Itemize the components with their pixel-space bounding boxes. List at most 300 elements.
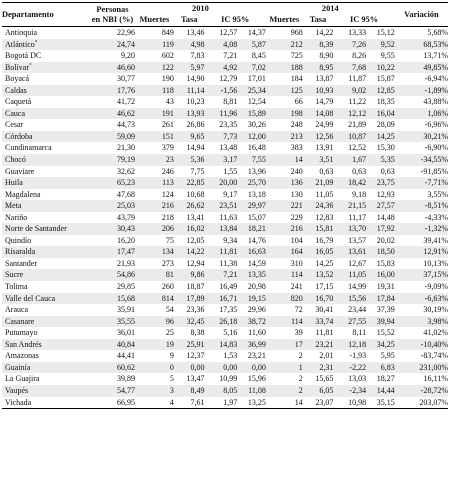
cell-departamento: [2, 362, 90, 374]
cell-ic-high-2014: 20,02: [376, 235, 395, 245]
cell-ic-high-2014: 23,75: [366, 177, 395, 189]
table-row: [2, 316, 448, 328]
header-tasa-2010: Tasa: [174, 14, 205, 27]
footnote-mark: *: [34, 39, 38, 45]
header-tasa-2014: Tasa: [303, 14, 334, 27]
cell-muertes-2010: 216: [135, 200, 174, 212]
cell-ic-high-2014: 28,09: [376, 120, 395, 130]
departamento-name: San Andrés: [5, 339, 42, 349]
cell-nbi: 25,03: [90, 200, 135, 212]
cell-ic-low-2014: 11,87: [348, 74, 367, 84]
cell-nbi: 54,86: [90, 269, 135, 281]
cell-ic-low-2010: 4,92: [205, 62, 238, 74]
cell-tasa-2010: 12,37: [186, 351, 205, 361]
cell-variacion: -4,33%: [424, 212, 448, 222]
cell-ic-high-2014: 5,95: [380, 351, 395, 361]
cell-ic-low-2010: 23,35: [219, 120, 238, 130]
cell-nbi: 32,62: [116, 166, 135, 176]
cell-muertes-2014: 212: [266, 39, 303, 51]
cell-muertes-2010: 151: [135, 131, 174, 143]
table-row: [2, 293, 448, 305]
cell-variacion: -34,55%: [395, 154, 448, 166]
cell-ic-low-2010: 7,73: [205, 131, 238, 143]
cell-tasa-2010: 12,05: [186, 235, 205, 245]
cell-variacion: -7,71%: [395, 177, 448, 189]
cell-ic-high-2014: 12,93: [376, 189, 395, 199]
departamento-name: Chocó: [5, 155, 26, 165]
departamento-name: Risaralda: [5, 247, 36, 257]
cell-ic-low-2014: -1,93: [349, 351, 367, 361]
cell-ic-low-2010: 11,63: [219, 212, 238, 222]
cell-muertes-2014: 17: [266, 339, 303, 351]
cell-ic-low-2010: 16,71: [205, 293, 238, 305]
cell-departamento: [2, 166, 90, 178]
cell-ic-high-2014: 15,30: [376, 143, 395, 153]
cell-ic-low-2014: 15,56: [333, 293, 366, 305]
cell-ic-high-2010: 16,63: [237, 246, 266, 258]
cell-muertes-2010: 814: [135, 293, 174, 305]
cell-ic-high-2010: 11,60: [248, 328, 266, 338]
footnote-mark: *: [29, 62, 32, 68]
cell-departamento: [2, 293, 90, 305]
departamento-name: Quindío: [5, 235, 32, 245]
cell-tasa-2014: 30,41: [315, 305, 334, 315]
cell-ic-high-2014: 19,31: [376, 282, 395, 292]
cell-ic-low-2014: 12,52: [348, 143, 367, 153]
cell-tasa-2010: 7,75: [190, 166, 205, 176]
cell-nbi: 59,09: [90, 131, 135, 143]
departamento-name: Putumayo: [5, 328, 38, 338]
cell-muertes-2014: 229: [290, 212, 303, 222]
cell-tasa-2014: 16,79: [315, 235, 334, 245]
cell-muertes-2014: 240: [290, 166, 303, 176]
cell-muertes-2014: 248: [290, 120, 303, 130]
cell-ic-high-2010: 25,70: [237, 177, 266, 189]
departamento-name: Vaupés: [5, 385, 29, 395]
cell-muertes-2014: 114: [266, 316, 303, 328]
cell-departamento: [2, 269, 90, 281]
cell-nbi: 41,72: [116, 97, 135, 107]
cell-tasa-2014: 17,15: [315, 282, 334, 292]
cell-variacion: 3,55%: [427, 189, 448, 199]
cell-variacion: 1,06%: [395, 108, 448, 120]
cell-ic-high-2010: 19,15: [237, 293, 266, 305]
cell-nbi: 46,60: [90, 62, 135, 74]
cell-ic-high-2010: 14,59: [247, 258, 266, 268]
cell-tasa-2014: 14,25: [315, 258, 334, 268]
cell-muertes-2014: 66: [294, 97, 303, 107]
cell-muertes-2010: 4: [135, 397, 174, 409]
cell-ic-low-2010: 4,08: [205, 39, 238, 51]
cell-variacion: -1,32%: [395, 223, 448, 235]
cell-departamento: [2, 385, 90, 397]
cell-ic-high-2010: 13,25: [237, 397, 266, 409]
cell-muertes-2010: 379: [161, 143, 174, 153]
cell-ic-high-2010: 29,97: [237, 200, 266, 212]
cell-ic-high-2010: 0,00: [237, 362, 266, 374]
cell-muertes-2014: 2: [298, 351, 303, 361]
cell-ic-high-2014: 0,63: [380, 166, 395, 176]
header-ic-2010: IC 95%: [205, 14, 266, 27]
departamento-name: Guainía: [5, 362, 31, 372]
cell-ic-high-2010: 17,01: [247, 74, 266, 84]
cell-ic-low-2010: 14,83: [205, 339, 238, 351]
table-row: [2, 223, 448, 235]
cell-tasa-2014: 8,39: [303, 39, 334, 51]
cell-variacion: -6,63%: [395, 293, 448, 305]
cell-nbi: 39,89: [116, 374, 135, 384]
cell-ic-low-2014: 13,03: [348, 374, 367, 384]
departamento-name: Norte de Santander: [5, 224, 67, 234]
cell-tasa-2010: 5,97: [174, 62, 205, 74]
cell-variacion: 37,15%: [395, 269, 448, 281]
cell-ic-high-2014: 27,57: [366, 200, 395, 212]
cell-tasa-2014: 14,22: [315, 28, 334, 37]
cell-variacion: 231,00%: [395, 362, 448, 374]
cell-variacion: -28,72%: [395, 385, 448, 397]
cell-muertes-2014: 72: [294, 305, 303, 315]
cell-tasa-2010: 10,23: [186, 97, 205, 107]
cell-muertes-2010: 206: [135, 223, 174, 235]
cell-ic-high-2010: 7,02: [237, 62, 266, 74]
cell-muertes-2014: 213: [266, 131, 303, 143]
cell-ic-low-2010: 7,21: [205, 269, 238, 281]
table-row: [2, 39, 448, 51]
cell-ic-low-2014: 8,26: [352, 51, 367, 61]
cell-ic-high-2010: 16,48: [247, 143, 266, 153]
departamento-name: Bogotá DC: [5, 51, 42, 61]
cell-ic-high-2010: 23,21: [247, 351, 266, 361]
table-row: [2, 96, 448, 108]
departamento-name: Guaviare: [5, 166, 35, 176]
cell-variacion: 203,07%: [395, 397, 448, 409]
cell-nbi: 60,62: [90, 362, 135, 374]
cell-muertes-2010: 43: [165, 97, 174, 107]
cell-muertes-2014: 2: [266, 385, 303, 397]
cell-ic-low-2014: 12,18: [333, 339, 366, 351]
mortality-table: [2, 2, 448, 409]
table-body: [2, 27, 448, 409]
cell-ic-low-2010: 10,99: [219, 374, 238, 384]
cell-tasa-2014: 14,79: [315, 97, 334, 107]
cell-muertes-2010: 273: [161, 258, 174, 268]
cell-tasa-2014: 21,09: [303, 177, 334, 189]
cell-ic-low-2010: 26,18: [205, 316, 238, 328]
cell-muertes-2014: 725: [290, 51, 303, 61]
cell-departamento: [2, 316, 90, 328]
header-nbi-line1: Personas: [96, 4, 129, 14]
cell-muertes-2014: 14: [266, 154, 303, 166]
cell-nbi: 65,23: [90, 177, 135, 189]
cell-tasa-2014: 13,87: [315, 74, 334, 84]
table-row: [2, 166, 448, 178]
cell-tasa-2014: 33,74: [303, 316, 334, 328]
cell-variacion: 3,98%: [395, 316, 448, 328]
cell-tasa-2014: 23,07: [303, 397, 334, 409]
header-year-2014: 2014: [266, 3, 395, 15]
cell-nbi: 46,62: [90, 108, 135, 120]
cell-departamento: [2, 281, 90, 293]
cell-ic-low-2010: -1,56: [205, 85, 238, 97]
departamento-name: Casanare: [5, 316, 35, 326]
cell-ic-low-2010: 9,17: [223, 189, 238, 199]
table-row: [2, 85, 448, 97]
table-row: [2, 385, 448, 397]
cell-variacion: 5,68%: [427, 28, 448, 37]
cell-variacion: 39,41%: [423, 235, 448, 245]
cell-muertes-2014: 1: [266, 362, 303, 374]
cell-ic-high-2010: 13,18: [247, 189, 266, 199]
table-row: [2, 154, 448, 166]
cell-tasa-2010: 14,22: [174, 246, 205, 258]
cell-tasa-2014: 10,93: [303, 85, 334, 97]
cell-muertes-2010: 81: [135, 269, 174, 281]
cell-ic-high-2010: 13,96: [247, 166, 266, 176]
cell-muertes-2014: 216: [266, 223, 303, 235]
header-departamento: Departamento: [2, 3, 90, 27]
cell-tasa-2010: 10,68: [186, 189, 205, 199]
cell-ic-low-2014: 13,70: [333, 223, 366, 235]
table-row: [2, 258, 448, 270]
cell-muertes-2014: 968: [290, 28, 303, 37]
cell-tasa-2014: 11,81: [315, 328, 334, 338]
cell-muertes-2010: 118: [135, 85, 174, 97]
cell-muertes-2010: 218: [161, 212, 174, 222]
cell-tasa-2014: 11,05: [315, 189, 334, 199]
cell-ic-high-2010: 8,45: [251, 51, 266, 61]
cell-variacion: -6,96%: [424, 120, 448, 130]
cell-ic-low-2010: 20,00: [205, 177, 238, 189]
table-row: [2, 373, 448, 385]
cell-departamento: [2, 189, 90, 201]
cell-departamento: [2, 39, 90, 51]
cell-variacion: -91,85%: [420, 166, 448, 176]
cell-muertes-2010: 246: [161, 166, 174, 176]
cell-muertes-2010: 119: [135, 39, 174, 51]
cell-muertes-2014: 188: [266, 62, 303, 74]
cell-nbi: 35,55: [90, 316, 135, 328]
cell-muertes-2010: 122: [135, 62, 174, 74]
cell-muertes-2010: 260: [161, 282, 174, 292]
cell-ic-high-2010: 15,96: [247, 374, 266, 384]
cell-ic-low-2010: 16,49: [219, 282, 238, 292]
cell-variacion: 41,02%: [423, 328, 448, 338]
cell-ic-high-2014: 14,44: [366, 385, 395, 397]
cell-departamento: [2, 373, 90, 385]
table-row: [2, 339, 448, 351]
cell-departamento: [2, 327, 90, 339]
cell-departamento: [2, 200, 90, 212]
cell-muertes-2010: 5: [169, 374, 174, 384]
cell-ic-high-2010: 15,07: [247, 212, 266, 222]
cell-muertes-2010: 25: [165, 328, 174, 338]
cell-ic-low-2010: 9,34: [223, 235, 238, 245]
cell-ic-low-2010: 7,21: [223, 51, 238, 61]
cell-tasa-2010: 13,41: [186, 212, 205, 222]
cell-ic-high-2014: 6,83: [366, 362, 395, 374]
cell-tasa-2014: 15,81: [303, 223, 334, 235]
departamento-name: Santander: [5, 258, 37, 268]
cell-nbi: 22,96: [116, 28, 135, 37]
cell-ic-high-2010: 18,21: [237, 223, 266, 235]
departamento-name: Caquetá: [5, 97, 32, 107]
table-row: [2, 62, 448, 74]
cell-tasa-2014: 6,05: [303, 385, 334, 397]
cell-muertes-2010: 23: [135, 154, 174, 166]
cell-muertes-2014: 14: [266, 397, 303, 409]
cell-ic-low-2014: 11,17: [348, 212, 367, 222]
cell-ic-low-2010: 0,00: [205, 362, 238, 374]
header-ic-2014: IC 95%: [333, 14, 394, 27]
table-row: [2, 108, 448, 120]
cell-nbi: 40,84: [90, 339, 135, 351]
cell-ic-low-2010: 23,51: [205, 200, 238, 212]
cell-departamento: [2, 223, 90, 235]
departamento-name: Huila: [5, 178, 23, 188]
cell-tasa-2014: 13,52: [303, 269, 334, 281]
cell-tasa-2010: 26,62: [174, 200, 205, 212]
cell-nbi: 36,01: [116, 328, 135, 338]
cell-ic-high-2010: 38,72: [237, 316, 266, 328]
departamento-name: Cesar: [5, 120, 24, 130]
table-row: [2, 327, 448, 339]
cell-ic-low-2014: -2,22: [333, 362, 366, 374]
cell-ic-low-2014: 8,11: [352, 328, 367, 338]
cell-muertes-2010: 124: [161, 189, 174, 199]
cell-ic-low-2014: -2,34: [333, 385, 366, 397]
cell-ic-low-2014: 9,18: [352, 189, 367, 199]
cell-variacion: 49,85%: [395, 62, 448, 74]
cell-departamento: [2, 304, 90, 316]
cell-muertes-2010: 261: [161, 120, 174, 130]
cell-departamento: [2, 235, 90, 247]
cell-muertes-2010: 0: [135, 362, 174, 374]
departamento-name: La Guajira: [5, 374, 40, 384]
cell-nbi: 24,74: [90, 39, 135, 51]
header-muertes-2014: Muertes: [266, 14, 303, 27]
cell-nbi: 47,68: [116, 189, 135, 199]
cell-variacion: -9,09%: [424, 282, 448, 292]
cell-muertes-2014: 164: [266, 246, 303, 258]
cell-muertes-2014: 241: [290, 282, 303, 292]
table-row: [2, 200, 448, 212]
cell-departamento: [2, 142, 90, 154]
cell-muertes-2014: 820: [266, 293, 303, 305]
departamento-name: Cauca: [5, 108, 25, 118]
header-variacion: Variación: [395, 3, 448, 27]
cell-variacion: 30,19%: [423, 305, 448, 315]
cell-ic-low-2010: 12,57: [219, 28, 238, 37]
table-row: [2, 269, 448, 281]
cell-muertes-2014: 184: [290, 74, 303, 84]
table-row: [2, 142, 448, 154]
cell-nbi: 44,41: [116, 351, 135, 361]
cell-tasa-2010: 8,49: [174, 385, 205, 397]
cell-tasa-2010: 4,98: [174, 39, 205, 51]
cell-tasa-2010: 7,83: [190, 51, 205, 61]
cell-nbi: 17,76: [90, 85, 135, 97]
cell-ic-low-2014: 11,05: [333, 269, 366, 281]
cell-tasa-2010: 17,89: [174, 293, 205, 305]
cell-ic-low-2014: 0,63: [352, 166, 367, 176]
cell-nbi: 16,20: [116, 235, 135, 245]
cell-tasa-2010: 9,65: [174, 131, 205, 143]
cell-tasa-2014: 0,63: [319, 166, 334, 176]
header-nbi-line2: en NBI (%): [91, 14, 134, 24]
cell-tasa-2010: 8,38: [190, 328, 205, 338]
cell-tasa-2010: 32,45: [174, 316, 205, 328]
cell-departamento: [2, 96, 90, 108]
table-row: [2, 304, 448, 316]
cell-nbi: 30,77: [116, 74, 135, 84]
cell-nbi: 9,20: [120, 51, 135, 61]
cell-ic-low-2014: 27,55: [333, 316, 366, 328]
departamento-name: Arauca: [5, 305, 29, 315]
cell-tasa-2010: 14,94: [186, 143, 205, 153]
cell-muertes-2010: 190: [161, 74, 174, 84]
cell-tasa-2010: 26,86: [186, 120, 205, 130]
cell-ic-low-2014: 21,89: [348, 120, 367, 130]
table-row: [2, 73, 448, 85]
table-row: [2, 235, 448, 247]
departamento-name: Meta: [5, 201, 22, 211]
cell-nbi: 43,79: [116, 212, 135, 222]
cell-departamento: [2, 350, 90, 362]
cell-tasa-2010: 11,14: [174, 85, 205, 97]
cell-muertes-2014: 198: [266, 108, 303, 120]
cell-muertes-2014: 130: [290, 189, 303, 199]
cell-ic-high-2010: 12,54: [247, 97, 266, 107]
cell-ic-low-2010: 13,48: [219, 143, 238, 153]
departamento-name: Amazonas: [5, 351, 39, 361]
cell-tasa-2014: 8,95: [303, 62, 334, 74]
cell-nbi: 66,95: [90, 397, 135, 409]
cell-ic-high-2014: 15,87: [376, 74, 395, 84]
cell-departamento: [2, 73, 90, 85]
cell-muertes-2014: 383: [290, 143, 303, 153]
cell-ic-low-2014: 11,22: [348, 97, 367, 107]
cell-ic-high-2014: 16,00: [366, 269, 395, 281]
cell-ic-low-2010: 11,96: [205, 108, 238, 120]
cell-ic-high-2010: 30,26: [247, 120, 266, 130]
cell-departamento: [2, 177, 90, 189]
cell-ic-high-2014: 18,50: [366, 246, 395, 258]
cell-nbi: 79,19: [90, 154, 135, 166]
cell-ic-high-2014: 14,48: [376, 212, 395, 222]
cell-variacion: -6,90%: [424, 143, 448, 153]
cell-departamento: [2, 119, 90, 131]
header-muertes-2010: Muertes: [135, 14, 174, 27]
table-row: [2, 362, 448, 374]
cell-muertes-2010: 96: [135, 316, 174, 328]
cell-ic-low-2010: 12,79: [219, 74, 238, 84]
cell-departamento: [2, 62, 90, 74]
table-row: [2, 50, 448, 62]
cell-ic-high-2014: 15,52: [376, 328, 395, 338]
cell-muertes-2014: 310: [290, 258, 303, 268]
table-row: [2, 119, 448, 131]
table-row: [2, 350, 448, 362]
cell-tasa-2014: 12,83: [315, 212, 334, 222]
cell-ic-high-2014: 34,25: [366, 339, 395, 351]
cell-ic-high-2014: 15,83: [376, 258, 395, 268]
cell-ic-low-2014: 9,02: [333, 85, 366, 97]
header-personas-nbi: [90, 3, 135, 27]
cell-tasa-2010: 13,93: [174, 108, 205, 120]
cell-ic-high-2014: 39,94: [366, 316, 395, 328]
cell-ic-high-2014: 17,92: [366, 223, 395, 235]
cell-tasa-2014: 12,56: [303, 131, 334, 143]
